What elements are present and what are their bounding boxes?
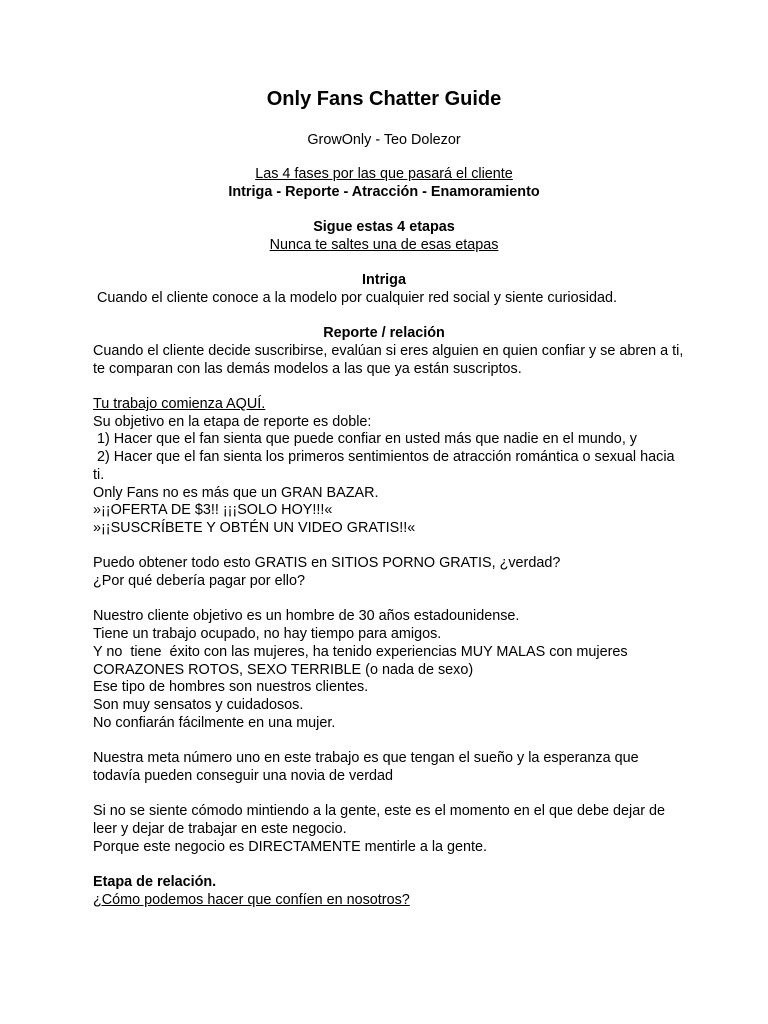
spacer — [93, 786, 683, 804]
trabajo-line-6: »¡¡OFERTA DE $3!! ¡¡¡SOLO HOY!!!« — [93, 502, 333, 519]
trabajo-heading: Tu trabajo comienza AQUÍ. — [93, 396, 266, 413]
spacer — [93, 308, 683, 326]
gratis-line-1: Puedo obtener todo esto GRATIS en SITIOS PORNO GRATIS, ¿verdad? — [93, 555, 561, 572]
steps-heading: Sigue estas 4 etapas — [313, 219, 455, 236]
reporte-line-1: Cuando el cliente decide suscribirse, evalúan si eres alguien en quien confiar y se abren a ti, — [93, 342, 684, 359]
cliente-line-3: Y no tiene éxito con las mujeres, ha tenido experiencias MUY MALAS con mujeres — [93, 643, 628, 660]
trabajo-line-5: Only Fans no es más que un GRAN BAZAR. — [93, 484, 379, 501]
spacer — [93, 378, 683, 396]
reporte-heading: Reporte / relación — [323, 325, 445, 342]
gratis-line-2: ¿Por qué debería pagar por ello? — [93, 573, 306, 590]
meta-line-2: todavía pueden conseguir una novia de verdad — [93, 767, 394, 784]
comodo-line-3: Porque este negocio es DIRECTAMENTE mentirle a la gente. — [93, 838, 488, 855]
cliente-line-1: Nuestro cliente objetivo es un hombre de 30 años estadounidense. — [93, 608, 520, 625]
relacion-heading: Etapa de relación. — [93, 873, 217, 890]
cliente-line-2: Tiene un trabajo ocupado, no hay tiempo para amigos. — [93, 626, 442, 643]
phases-heading: Las 4 fases por las que pasará el cliente — [255, 166, 513, 182]
trabajo-line-4: ti. — [93, 466, 105, 483]
trabajo-line-1: Su objetivo en la etapa de reporte es doble: — [93, 413, 372, 430]
cliente-line-5: Ese tipo de hombres son nuestros clientes. — [93, 679, 369, 696]
cliente-line-7: No confiarán fácilmente en una mujer. — [93, 714, 336, 731]
document-title: Only Fans Chatter Guide — [266, 88, 502, 110]
spacer — [93, 201, 683, 219]
cliente-line-4: CORAZONES ROTOS, SEXO TERRIBLE (o nada de sexo) — [93, 661, 474, 678]
document-subtitle: GrowOnly - Teo Dolezor — [307, 132, 461, 148]
document-body — [93, 166, 683, 909]
steps-note: Nunca te saltes una de esas etapas — [269, 236, 499, 253]
spacer — [93, 591, 683, 609]
trabajo-line-7: »¡¡SUSCRÍBETE Y OBTÉN UN VIDEO GRATIS!!« — [93, 520, 416, 536]
spacer — [93, 255, 683, 273]
spacer — [93, 538, 683, 556]
trabajo-line-3: 2) Hacer que el fan sienta los primeros sentimientos de atracción romántica o sexual hacia — [97, 449, 675, 466]
reporte-line-2: te comparan con las demás modelos a las que ya están suscriptos. — [93, 360, 522, 377]
phases-list: Intriga - Reporte - Atracción - Enamoramiento — [228, 183, 540, 200]
intriga-heading: Intriga — [362, 272, 406, 289]
relacion-question: ¿Cómo podemos hacer que confíen en nosotros? — [93, 891, 410, 908]
trabajo-line-2: 1) Hacer que el fan sienta que puede confiar en usted más que nadie en el mundo, y — [97, 431, 638, 448]
comodo-line-1: Si no se siente cómodo mintiendo a la gente, este es el momento en el que debe dejar de — [93, 803, 665, 820]
comodo-line-2: leer y dejar de trabajar en este negocio. — [93, 820, 347, 837]
intriga-text: Cuando el cliente conoce a la modelo por cualquier red social y siente curiosidad. — [97, 289, 617, 306]
meta-line-1: Nuestra meta número uno en este trabajo es que tengan el sueño y la esperanza que — [93, 750, 639, 767]
spacer — [93, 856, 683, 874]
spacer — [93, 732, 683, 750]
cliente-line-6: Son muy sensatos y cuidadosos. — [93, 697, 304, 713]
